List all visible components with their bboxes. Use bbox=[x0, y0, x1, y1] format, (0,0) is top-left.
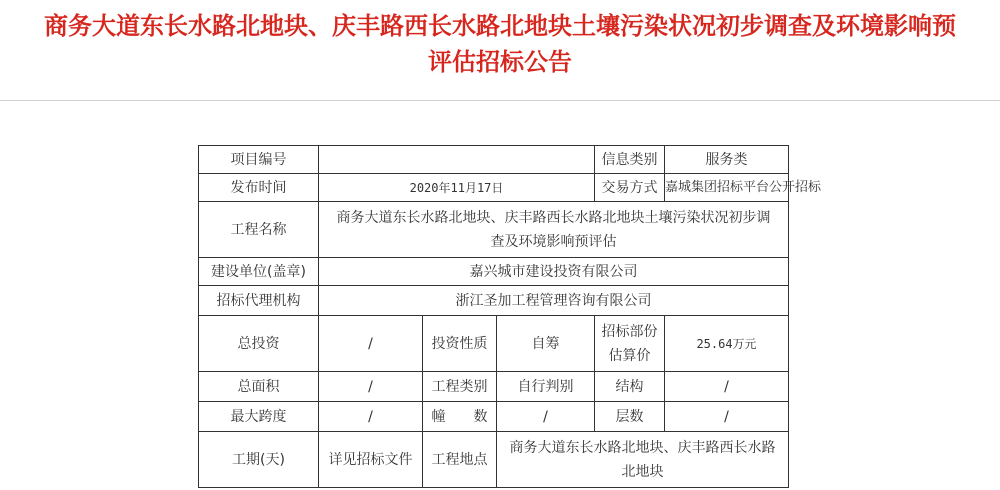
project-name-label: 工程名称 bbox=[199, 202, 319, 258]
invest-nature-value: 自筹 bbox=[497, 316, 595, 372]
max-span-label: 最大跨度 bbox=[199, 402, 319, 432]
project-type-value: 自行判别 bbox=[497, 372, 595, 402]
page-title-line-2: 评估招标公告 bbox=[428, 48, 572, 76]
title-divider bbox=[0, 100, 1000, 101]
location-label: 工程地点 bbox=[423, 432, 497, 488]
table-row bbox=[199, 432, 789, 488]
table-row bbox=[199, 202, 789, 258]
trade-method-value: 嘉城集团招标平台公开招标 bbox=[665, 174, 789, 202]
structure-label: 结构 bbox=[595, 372, 665, 402]
location-value: 商务大道东长水路北地块、庆丰路西长水路北地块 bbox=[497, 432, 789, 488]
total-invest-value: / bbox=[319, 316, 423, 372]
period-value: 详见招标文件 bbox=[319, 432, 423, 488]
floors-value: / bbox=[665, 402, 789, 432]
agency-label: 招标代理机构 bbox=[199, 286, 319, 316]
table-row bbox=[199, 174, 789, 202]
publish-time-value: 2020年11月17日 bbox=[319, 174, 595, 202]
table-row bbox=[199, 146, 789, 174]
total-invest-label: 总投资 bbox=[199, 316, 319, 372]
total-area-value: / bbox=[319, 372, 423, 402]
estimate-value: 25.64万元 bbox=[665, 316, 789, 372]
table-row bbox=[199, 286, 789, 316]
total-area-label: 总面积 bbox=[199, 372, 319, 402]
tender-info-table bbox=[198, 145, 822, 488]
buildings-label: 幢 数 bbox=[423, 402, 497, 432]
max-span-value: / bbox=[319, 402, 423, 432]
agency-value: 浙江圣加工程管理咨询有限公司 bbox=[319, 286, 789, 316]
info-type-label: 信息类别 bbox=[595, 146, 665, 174]
project-no-label: 项目编号 bbox=[199, 146, 319, 174]
builder-value: 嘉兴城市建设投资有限公司 bbox=[319, 258, 789, 286]
table-row bbox=[199, 258, 789, 286]
page-title bbox=[0, 8, 1000, 80]
floors-label: 层数 bbox=[595, 402, 665, 432]
project-no-value bbox=[319, 146, 595, 174]
table-row bbox=[199, 316, 789, 372]
estimate-label: 招标部份估算价 bbox=[595, 316, 665, 372]
table-row bbox=[199, 402, 789, 432]
structure-value: / bbox=[665, 372, 789, 402]
invest-nature-label: 投资性质 bbox=[423, 316, 497, 372]
page-title-line-1: 商务大道东长水路北地块、庆丰路西长水路北地块土壤污染状况初步调查及环境影响预 bbox=[44, 12, 956, 40]
publish-time-label: 发布时间 bbox=[199, 174, 319, 202]
trade-method-label: 交易方式 bbox=[595, 174, 665, 202]
builder-label: 建设单位(盖章) bbox=[199, 258, 319, 286]
buildings-value: / bbox=[497, 402, 595, 432]
project-name-value: 商务大道东长水路北地块、庆丰路西长水路北地块土壤污染状况初步调查及环境影响预评估 bbox=[319, 202, 789, 258]
period-label: 工期(天) bbox=[199, 432, 319, 488]
project-type-label: 工程类别 bbox=[423, 372, 497, 402]
table-row bbox=[199, 372, 789, 402]
info-type-value: 服务类 bbox=[665, 146, 789, 174]
